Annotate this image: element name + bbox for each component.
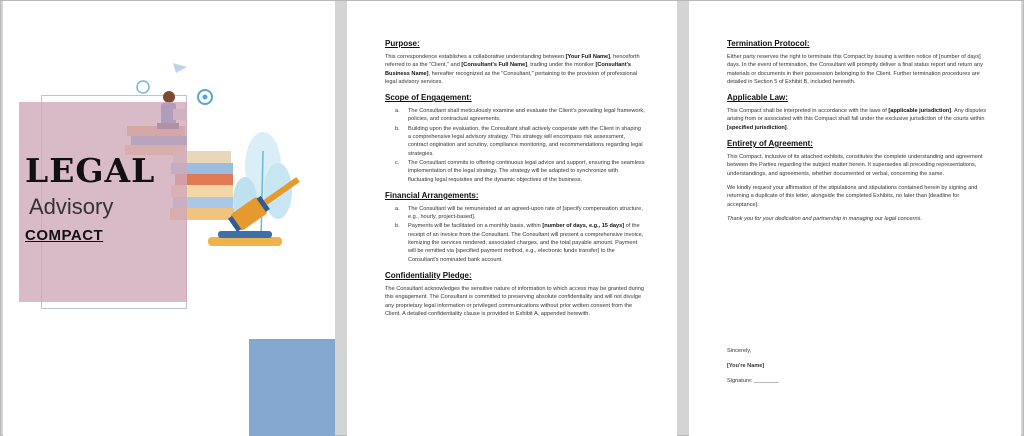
confidentiality-text: The Consultant acknowledges the sensitive nature of information to which access may be granted during this engagement. The Consultant is committed to preserving absolute confidentiality and will not divulge any proprietary legal information or privileged communications without prior written consent from the Client. A detailed confidentiality clause is provided in Exhibit A, appended herewith. bbox=[385, 285, 645, 317]
entirety-heading: Entirety of Agreement: bbox=[727, 139, 813, 149]
cover-title: LEGAL bbox=[25, 151, 156, 190]
confidentiality-section bbox=[385, 271, 645, 318]
entirety-text-1: This Compact, inclusive of its attached exhibits, constitutes the complete understanding and agreement between the Parties regarding the subject matter herein. It supersedes all preceding representations, understandings, and agreements, whether documented or verbal, concerning the same. bbox=[727, 154, 983, 177]
cover-blue-block bbox=[249, 339, 335, 436]
scope-section bbox=[385, 93, 645, 184]
financial-heading: Financial Arrangements: bbox=[385, 190, 479, 200]
law-text: This Compact shall be interpreted in accordance with the laws of [applicable jurisdiction]. Any disputes arising from or associated with this Compact shall fall under the exclusive jurisdiction of the courts within [specified jurisdiction]. bbox=[727, 108, 986, 131]
document-page-3 bbox=[689, 1, 1021, 436]
signature-line: Signature: ________ bbox=[727, 378, 779, 384]
paper-plane-icon bbox=[173, 63, 187, 73]
list-item: a. The Consultant shall meticulously examine and evaluate the Client's prevailing legal framework, policies, and contractual agreements. bbox=[395, 108, 645, 123]
scope-list bbox=[395, 107, 645, 184]
cover-page bbox=[3, 1, 335, 436]
purpose-text: This correspondence establishes a collaborative understanding between [Your Full Name], henceforth referred to as the "Client," and [Consultant's Full Name], trading under the moniker [Consultant's Business Name], hereafter recognized as the "Consultant," pertaining to the provision of professional legal advisory services. bbox=[385, 54, 640, 85]
scope-heading: Scope of Engagement: bbox=[385, 93, 472, 103]
entirety-section bbox=[727, 139, 987, 223]
purpose-section bbox=[385, 39, 645, 86]
termination-text: Either party reserves the right to terminate this Compact by issuing a written notice of [number of days] days. In the event of termination, the Consultant will promptly deliver a final status report and return any materials or documents in their possession belonging to the Client. Further termination procedures are detailed in Section 5 of Exhibit B, included herewith. bbox=[727, 54, 983, 85]
list-item: b. Building upon the evaluation, the Consultant shall actively cooperate with the Client in shaping a comprehensive legal advisory strategy. This strategy will encompass risk assessment, contract origination and scrutiny, compliance monitoring, and recommendations regarding legal strategies. bbox=[395, 125, 643, 157]
entirety-text-2: We kindly request your affirmation of the stipulations and stipulations contained herein by signing and returning a duplicate of this letter, alongside the completed Exhibits, no later than [deadline for acceptance]. bbox=[727, 184, 978, 208]
list-item: a. The Consultant will be remunerated at an agreed-upon rate of [specify compensation structure, e.g., hourly, project-based]. bbox=[395, 205, 643, 221]
document-page-2 bbox=[347, 1, 677, 436]
cover-subtitle: Advisory bbox=[29, 194, 114, 219]
cover-compact-label: COMPACT bbox=[25, 227, 104, 244]
termination-heading: Termination Protocol: bbox=[727, 39, 810, 48]
signer-name: [You're Name] bbox=[727, 363, 765, 369]
financial-list bbox=[395, 205, 645, 264]
page-3-body bbox=[727, 39, 987, 230]
lightbulb-icon bbox=[137, 81, 149, 93]
law-section bbox=[727, 93, 987, 132]
closing-text: Sincerely, bbox=[727, 348, 752, 354]
termination-section bbox=[727, 39, 987, 86]
thank-you-text: Thank you for your dedication and partnership in managing our legal concerns. bbox=[727, 215, 922, 222]
confidentiality-heading: Confidentiality Pledge: bbox=[385, 270, 472, 280]
list-item: c. The Consultant commits to offering continuous legal advice and support, ensuring the seamless implementation of the legal strategy. The strategy will be adapted to synchronize with fluctuating legal requisites and the dynamic objectives of the business. bbox=[395, 159, 645, 183]
law-heading: Applicable Law: bbox=[727, 93, 788, 103]
financial-section bbox=[385, 191, 645, 264]
list-item: b. Payments will be facilitated on a monthly basis, within [number of days, e.g., 15 days] of the receipt of an invoice from the Consultant. The Consultant will present a comprehensive invoice, itemizing the services rendered, associated charges, and the total payable amount. Payment will be remitted via [specified payment method, e.g., electronic funds transfer] to the Consultant's nominated bank account. bbox=[395, 223, 644, 263]
page-2-body bbox=[385, 39, 645, 325]
purpose-heading: Purpose: bbox=[385, 39, 420, 48]
signature-block bbox=[727, 347, 987, 392]
